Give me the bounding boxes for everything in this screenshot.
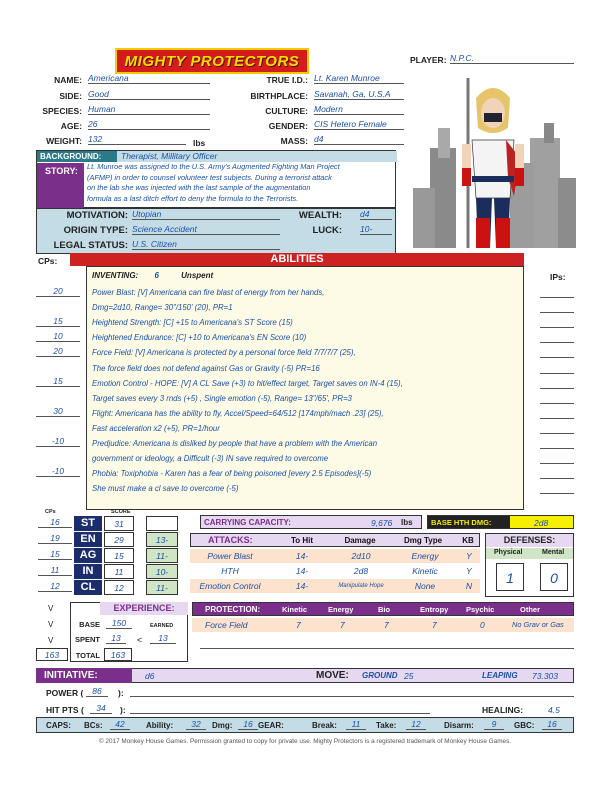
stats-cps-label: CPs — [45, 509, 56, 515]
bio-right-label: BIRTHPLACE: — [250, 91, 308, 101]
protection-energy: 7 — [340, 620, 345, 630]
caps-value: 9 — [484, 719, 504, 730]
stat-cp: 12 — [38, 581, 72, 592]
bio-left-label: WEIGHT: — [46, 136, 82, 146]
move-label: MOVE: — [316, 670, 349, 681]
bio-left-value: Good — [88, 89, 210, 100]
attack-type: Energy — [411, 551, 439, 561]
base-hth-panel — [427, 515, 574, 529]
bio-left-label: SPECIES: — [42, 106, 82, 116]
stat-save: 11- — [146, 580, 178, 595]
stat-cp: 16 — [38, 517, 72, 528]
character-portrait — [410, 68, 576, 250]
physical-label: Physical — [494, 549, 523, 556]
ability-ip-line — [540, 433, 574, 434]
origin-value: Science Accident — [132, 224, 280, 235]
background-label: BACKGROUND: — [37, 151, 117, 162]
defenses-title: DEFENSES: — [486, 534, 573, 547]
exp-total-value: 163 — [104, 648, 132, 661]
stat-score: 15 — [104, 548, 134, 563]
bio-right-value: d4 — [314, 134, 404, 145]
caps-label: GBC: — [514, 721, 535, 730]
cps-header: CPs: — [38, 256, 58, 266]
stat-cp: 11 — [38, 565, 72, 576]
story-line: Lt. Munroe was assigned to the U.S. Army's Augmented Fighting Man Project — [87, 162, 340, 171]
stat-name: IN — [74, 564, 102, 579]
player-label: PLAYER: — [410, 55, 447, 65]
attack-tohit: 14- — [295, 551, 309, 561]
exp-earned-value: 13 — [150, 633, 176, 644]
bio-right-value: CIS Hetero Female — [314, 119, 404, 130]
protection-name: Force Field — [205, 620, 248, 630]
wealth-label: WEALTH: — [298, 210, 342, 221]
luck-value: 10- — [360, 224, 392, 235]
caps-label: Take: — [376, 721, 397, 730]
stat-name: AG — [74, 548, 102, 563]
mental-value: 0 — [540, 563, 568, 591]
bio-right-value: Lt. Karen Munroe — [314, 73, 404, 84]
caps-label: Break: — [312, 721, 337, 730]
wealth-value: d4 — [360, 209, 392, 220]
move-ground-value: 25 — [404, 671, 414, 681]
caps-value: 42 — [110, 719, 130, 730]
attacks-h-kb: KB — [462, 536, 474, 545]
ability-ip-line — [540, 388, 574, 389]
physical-value: 1 — [496, 563, 524, 591]
power-close: ): — [118, 688, 124, 698]
protection-entropy: 7 — [432, 620, 437, 630]
carry-unit: lbs — [401, 518, 413, 527]
protection-title: PROTECTION: — [205, 605, 261, 614]
attack-type: None — [414, 581, 436, 591]
stat-name: EN — [74, 532, 102, 547]
exp-spent-value: 13 — [106, 633, 126, 644]
story-line: on the lab she was injected with the last sample of the augmentation — [87, 183, 311, 192]
caps-label: BCs: — [84, 721, 103, 730]
caps-label: Disarm: — [444, 721, 474, 730]
ability-line: Dmg=2d10, Range= 30"/150' (20), PR=1 — [92, 303, 233, 313]
power-value: 86 — [86, 686, 108, 697]
weight-unit: lbs — [193, 138, 206, 148]
protection-other: No Grav or Gas — [512, 620, 564, 629]
ability-line: She must make a cl save to overcome (-5) — [92, 484, 239, 494]
bio-right-label: TRUE I.D.: — [266, 75, 308, 85]
stat-save: 13- — [146, 532, 178, 547]
move-leaping-label: LEAPING — [482, 671, 518, 680]
ability-line: Heightened Endurance: [C] +10 to Americana's EN Score (10) — [92, 333, 307, 343]
ability-cp: -10 — [36, 436, 80, 447]
ability-ip-line — [540, 327, 574, 328]
bio-right-label: GENDER: — [268, 121, 308, 131]
stat-score: 12 — [104, 580, 134, 595]
base-hth-label: BASE HTH DMG: — [431, 518, 492, 527]
background-value: Therapist, Millitary Officer — [121, 151, 218, 161]
bio-left-label: AGE: — [60, 121, 82, 131]
ability-ip-line — [540, 312, 574, 313]
bio-left-value: 26 — [88, 119, 210, 130]
experience-title: EXPERIENCE: — [100, 602, 188, 615]
ability-ip-line — [540, 373, 574, 374]
ability-cp: 10 — [36, 331, 80, 342]
motivation-value: Utopian — [132, 209, 280, 220]
ability-line: Phobia: Toxiphobia - Karen has a fear of being poisoned [every 2.5 Episodes](-5) — [92, 469, 372, 479]
story-line: formula as a last ditch effort to deny the formula to the Terrorists. — [87, 193, 299, 203]
bio-left-value: Human — [88, 104, 210, 115]
caps-label: CAPS: — [46, 721, 71, 730]
attacks-title: ATTACKS: — [208, 535, 253, 545]
attack-name: Emotion Control — [199, 581, 261, 591]
footer-copyright: © 2017 Monkey House Games. Permission granted to copy for private use. Mighty Protectors is a registered trademark of Monkey House Games. — [98, 738, 512, 745]
legal-value: U.S. Citizen — [132, 239, 280, 250]
hitpts-close: ): — [120, 705, 126, 715]
attack-dmg: Manipulate Hope — [338, 583, 384, 589]
ability-line: Heightend Strength: [C] +15 to Americana's ST Score (15) — [92, 318, 293, 328]
attack-name: Power Blast — [207, 551, 253, 561]
caps-value: 16 — [542, 719, 562, 730]
caps-value: 32 — [186, 719, 206, 730]
ability-ip-line — [540, 342, 574, 343]
attack-kb: N — [465, 581, 473, 591]
exp-v2: V — [48, 620, 54, 629]
ability-line: government or ideology, a Difficult (-3) IN save required to overcome — [92, 454, 329, 464]
stat-save: 10- — [146, 564, 178, 579]
carry-panel — [200, 515, 422, 529]
stat-save — [146, 516, 178, 531]
caps-value: 11 — [346, 719, 366, 730]
stats-score-label: SCORE — [111, 509, 131, 515]
bio-right-label: MASS: — [280, 136, 308, 146]
exp-total-left: 163 — [36, 648, 68, 661]
ability-ip-line — [540, 297, 574, 298]
carry-value: 9,676 — [371, 518, 393, 528]
ability-line: Predjudice: Americana is disliked by people that have a problem with the American — [92, 439, 378, 448]
ability-cp: 15 — [36, 376, 80, 387]
ability-cp: 20 — [36, 346, 80, 357]
story-text — [87, 162, 393, 204]
power-line — [130, 696, 574, 697]
abilities-header — [70, 253, 524, 266]
protection-header: Other — [520, 605, 541, 614]
protection-header: Entropy — [420, 605, 449, 614]
stat-cp: 19 — [38, 533, 72, 544]
stat-score: 31 — [104, 516, 134, 531]
bio-left-value: Americana — [88, 73, 210, 84]
exp-spent-label: SPENT — [74, 635, 100, 644]
stat-score: 11 — [104, 564, 134, 579]
luck-label: LUCK: — [312, 225, 342, 236]
exp-base-value: 150 — [106, 618, 132, 629]
bio-right-label: CULTURE: — [265, 106, 308, 116]
attack-dmg: 2d10 — [351, 551, 371, 561]
caps-value: 12 — [406, 719, 426, 730]
ips-header: IPs: — [550, 272, 566, 282]
inventing-label: INVENTING: — [92, 271, 139, 280]
ability-line: Target saves every 3 rnds (+5) , Single emotion (-5), Range= 13"/65', PR=3 — [92, 393, 352, 403]
background-story-panel — [36, 150, 396, 208]
exp-v3: V — [48, 636, 54, 645]
bio-right-value: Modern — [314, 104, 404, 115]
attacks-h-tohit: To Hit — [290, 536, 314, 545]
bio-left-label: SIDE: — [59, 91, 82, 101]
ability-line: Force Field: [V] Americana is protected by a personal force field 7/7/7/7 (25), — [92, 348, 356, 358]
protection-header: Energy — [328, 605, 354, 614]
healing-label: HEALING: — [482, 705, 524, 715]
protection-kinetic: 7 — [296, 620, 301, 630]
ability-cp: 30 — [36, 406, 80, 417]
caps-value: 16 — [238, 719, 258, 730]
ability-ip-line — [540, 463, 574, 464]
protection-header: Kinetic — [282, 605, 308, 614]
inventing-value: 6 — [154, 271, 159, 280]
caps-label: Dmg: — [212, 721, 233, 730]
caps-label: Ability: — [146, 721, 174, 730]
ability-ip-line — [540, 448, 574, 449]
exp-total-label: TOTAL — [75, 651, 100, 660]
initiative-label: INITIATIVE: — [36, 668, 132, 683]
ability-cp: 15 — [36, 316, 80, 327]
attack-kb: Y — [466, 566, 472, 576]
ability-line: Flight: Americana has the ability to fly, Accel/Speed=64/512 [174mph/mach .23] (25), — [92, 408, 384, 418]
attack-dmg: 2d8 — [353, 566, 369, 576]
ability-ip-line — [540, 493, 574, 494]
motivation-label: MOTIVATION: — [66, 210, 128, 221]
attack-tohit: 14- — [295, 566, 309, 576]
ability-line: Emotion Control - HOPE: [V] A CL Save (+3) to hit/effect target, Target saves on IN-4 (15), — [92, 378, 403, 388]
bio-left-label: NAME: — [54, 75, 82, 85]
exp-lt: < — [137, 635, 143, 645]
hitpts-line — [130, 713, 430, 714]
ability-cp: -10 — [36, 466, 80, 477]
stat-name: ST — [74, 516, 102, 531]
ability-cp: 20 — [36, 286, 80, 297]
bio-right-value: Savanah, Ga, U.S.A — [314, 89, 404, 100]
exp-v1: V — [48, 604, 54, 613]
mental-label: Mental — [542, 549, 565, 556]
abilities-title: ABILITIES — [270, 253, 324, 265]
protection-blank-line — [200, 648, 574, 649]
carry-label: CARRYING CAPACITY: — [204, 518, 291, 527]
base-hth-value: 2d8 — [534, 518, 549, 528]
ability-ip-line — [540, 478, 574, 479]
exp-base-label: BASE — [79, 620, 100, 629]
story-line: (AFMP) in order to counsel volunteer test subjects. During a terrorist attack — [87, 172, 332, 182]
logo — [115, 48, 309, 74]
hitpts-value: 34 — [90, 703, 112, 714]
initiative-value: d6 — [145, 671, 155, 681]
attack-name: HTH — [221, 566, 239, 576]
hitpts-label: HIT PTS ( — [46, 705, 84, 715]
power-label: POWER ( — [46, 688, 84, 698]
protection-bio: 7 — [384, 620, 389, 630]
ability-ip-line — [540, 418, 574, 419]
stat-score: 29 — [104, 532, 134, 547]
protection-header: Psychic — [466, 605, 495, 614]
stat-name: CL — [74, 580, 102, 595]
exp-earned-label: EARNED — [150, 623, 174, 629]
stat-cp: 15 — [38, 549, 72, 560]
caps-label: GEAR: — [258, 721, 284, 730]
inventing-row — [92, 271, 213, 280]
attack-type: Kinetic — [412, 566, 438, 576]
ability-ip-line — [540, 357, 574, 358]
inventing-status: Unspent — [181, 271, 214, 280]
attacks-h-type: Dmg Type — [403, 536, 443, 545]
protection-header: Bio — [378, 605, 391, 614]
origin-label: ORIGIN TYPE: — [63, 225, 128, 236]
ability-line: Fast acceleration x2 (+5), PR=1/hour — [92, 423, 220, 433]
player-value: N.P.C. — [450, 53, 574, 64]
ability-line: Power Blast: [V] Americana can fire blast of energy from her hands, — [92, 288, 325, 297]
move-ground-label: GROUND — [362, 671, 398, 680]
story-label: STORY: — [37, 163, 84, 208]
stat-save: 11- — [146, 548, 178, 563]
legal-label: LEGAL STATUS: — [53, 240, 128, 251]
logo-text: MIGHTY PROTECTORS — [124, 52, 300, 70]
protection-psychic: 0 — [480, 620, 485, 630]
ability-line: The force field does not defend against Gas or Gravity (-5) PR=16 — [92, 363, 320, 373]
attack-kb: Y — [466, 551, 472, 561]
move-leaping-value: 73.303 — [532, 671, 558, 681]
attack-tohit: 14- — [295, 581, 309, 591]
healing-value: 4.5 — [548, 705, 560, 715]
ability-ip-line — [540, 403, 574, 404]
attacks-h-dmg: Damage — [344, 536, 376, 545]
bio-left-value: 132 — [88, 134, 186, 145]
